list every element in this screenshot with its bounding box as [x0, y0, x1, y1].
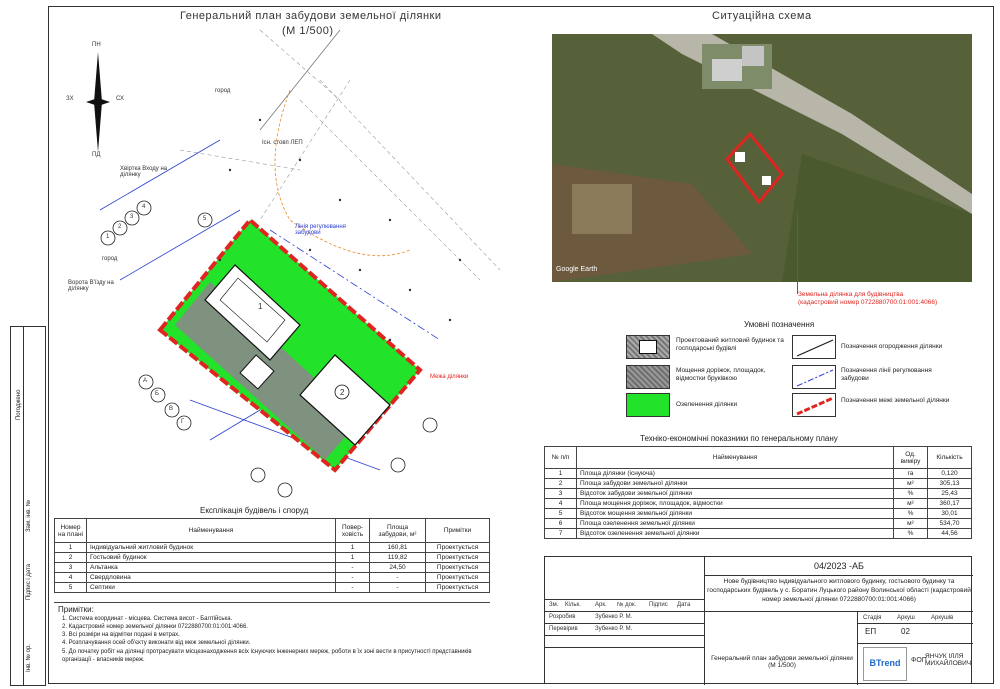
- tep-row-cell: Площа забудови земельної ділянки: [577, 479, 894, 489]
- expl-row: [55, 563, 490, 573]
- label-boundary: Межа ділянки: [430, 374, 469, 380]
- expl-header: Найменування: [87, 519, 336, 543]
- compass-e: СХ: [116, 96, 124, 102]
- tep-row-cell: 30,01: [928, 509, 972, 519]
- expl-row: [55, 573, 490, 583]
- tep-row-cell: 305,13: [928, 479, 972, 489]
- stamp: [544, 556, 972, 684]
- expl-row-cell: 160,81: [370, 543, 426, 553]
- axis-a: А: [143, 378, 148, 384]
- expl-row-cell: Індивідуальний житловий будинок: [87, 543, 336, 553]
- tep-header: № п/п: [545, 447, 577, 469]
- tep-header: Найменування: [577, 447, 894, 469]
- tep-row-cell: Відсоток озеленення земельної ділянки: [577, 529, 894, 539]
- stamp-stage-h: Стадія: [863, 615, 882, 621]
- stamp-sheet-title: Генеральний план забудови земельної ділянки (М 1/500): [711, 655, 853, 669]
- expl-header: Повер-ховість: [336, 519, 370, 543]
- expl-row-cell: Проектується: [426, 573, 490, 583]
- legend-text-paving: Мощення доріжок, площадок, відмостки бруківкою: [676, 367, 766, 382]
- note-item: 3. Всі розміри на відмітки подані в метрах.: [62, 632, 180, 638]
- expl-row-cell: Проектується: [426, 553, 490, 563]
- tep-header: Од. виміру: [894, 447, 928, 469]
- tep-row-cell: 534,70: [928, 519, 972, 529]
- axis-1: 1: [106, 234, 110, 240]
- side-col: [10, 326, 24, 686]
- axis-5: 5: [203, 216, 207, 222]
- tep-row-cell: 7: [545, 529, 577, 539]
- tep-row-cell: м²: [894, 499, 928, 509]
- tep-row-cell: Відсоток мощення земельної ділянки: [577, 509, 894, 519]
- tep-row-cell: Площа ділянки (існуюча): [577, 469, 894, 479]
- tep-row-cell: 2: [545, 479, 577, 489]
- expl-header: Примітки: [426, 519, 490, 543]
- tep-title: Техніко-економічні показники по генеральному плану: [640, 434, 838, 443]
- tep-row-cell: %: [894, 489, 928, 499]
- tep-row: [545, 529, 972, 539]
- compass-n: ПН: [92, 42, 101, 48]
- side-inv: Зам. інв. №: [26, 499, 32, 532]
- stamp-col: Кільк.: [565, 602, 581, 608]
- note-item: 2. Кадастровий номер земельної ділянки 0722880700:01:001:4066.: [62, 624, 248, 630]
- axis-3: 3: [130, 214, 134, 220]
- expl-row-cell: 3: [55, 563, 87, 573]
- label-pole: Існ. стовп ЛЕП: [262, 140, 303, 146]
- tep-row-cell: Площа озеленення земельної ділянки: [577, 519, 894, 529]
- label-city: город: [215, 88, 231, 94]
- stamp-role1: Розробив: [549, 614, 576, 620]
- expl-row-cell: 1: [336, 553, 370, 563]
- tep-row-cell: 0,120: [928, 469, 972, 479]
- expl-row-cell: Проектується: [426, 563, 490, 573]
- tep-row: [545, 479, 972, 489]
- tep-row-cell: 360,17: [928, 499, 972, 509]
- expl-row-cell: Гостьовий будинок: [87, 553, 336, 563]
- stamp-logo: [863, 647, 907, 681]
- explication-table: [54, 518, 490, 593]
- callout-text-1: Земельна ділянка для будівництва: [798, 291, 904, 298]
- stamp-col: Дата: [677, 602, 691, 608]
- tep-row: [545, 519, 972, 529]
- expl-row-cell: Альтанка: [87, 563, 336, 573]
- tep-row-cell: Відсоток забудови земельної ділянки: [577, 489, 894, 499]
- expl-row-cell: Свердловина: [87, 573, 336, 583]
- side-sign: Підпис і дата: [26, 563, 32, 600]
- expl-row-cell: Проектується: [426, 543, 490, 553]
- situation-title: Ситуаційна схема: [712, 10, 812, 22]
- tep-row-cell: 25,43: [928, 489, 972, 499]
- expl-row-cell: 119,82: [370, 553, 426, 563]
- tep-row-cell: 44,56: [928, 529, 972, 539]
- tep-row-cell: %: [894, 509, 928, 519]
- legend-text-boundary: Позначення межі земельної ділянки: [841, 397, 950, 404]
- tep-row-cell: %: [894, 529, 928, 539]
- stamp-fop: ФОП: [911, 657, 927, 664]
- compass-w: ЗХ: [66, 96, 74, 102]
- axis-4: 4: [142, 204, 146, 210]
- label-regulation-line: Лінія регулювання забудови: [295, 224, 346, 236]
- tep-row-cell: 3: [545, 489, 577, 499]
- expl-header: Площа забудови, м²: [370, 519, 426, 543]
- stamp-name2: Зубенко Р. М.: [595, 626, 633, 632]
- expl-row-cell: -: [370, 573, 426, 583]
- stamp-left-cols: [545, 557, 705, 685]
- tep-row-cell: 1: [545, 469, 577, 479]
- explication-title: Експлікація будівель і споруд: [200, 506, 309, 515]
- stamp-sheet: 02: [901, 627, 910, 636]
- tep-row-cell: м²: [894, 519, 928, 529]
- compass-s: ПД: [92, 152, 101, 158]
- stamp-stage: ЕП: [865, 627, 877, 636]
- expl-header: Номер на плані: [55, 519, 87, 543]
- tep-row-cell: Площа мощення доріжок, площадок, відмостки: [577, 499, 894, 509]
- tep-row: [545, 499, 972, 509]
- callout-text-2: (кадастровий номер 0722880700:01:001:4066): [798, 299, 938, 306]
- notes-box: [54, 602, 490, 684]
- tep-row-cell: 4: [545, 499, 577, 509]
- stamp-name1: Зубенко Р. М.: [595, 614, 633, 620]
- logo-text: BTrend: [869, 658, 901, 668]
- expl-row-cell: 24,50: [370, 563, 426, 573]
- stamp-col: Зм.: [549, 602, 559, 608]
- label-city-2: город: [102, 256, 118, 262]
- expl-row-cell: -: [336, 583, 370, 593]
- legend-icon-green: [626, 393, 670, 417]
- tep-row: [545, 509, 972, 519]
- label-gate2: Ворота В'їзду на ділянку: [68, 280, 114, 292]
- satellite-image: [552, 34, 972, 282]
- satellite-watermark: Google Earth: [556, 266, 598, 273]
- expl-row-cell: Проектується: [426, 583, 490, 593]
- axis-v: В: [169, 406, 174, 412]
- axis-g: Г: [181, 419, 185, 425]
- expl-row: [55, 553, 490, 563]
- note-item: 5. До початку робіт на ділянці протрасувати місцезнаходження всіх існуючих інженерних мереж, роботи в їх зоні вести в присутності представників організації - власників мереж.: [62, 649, 472, 663]
- notes-title: Примітки:: [58, 605, 94, 614]
- stamp-col: Арк.: [595, 602, 607, 608]
- legend-icon-buildings: [626, 335, 670, 359]
- legend-text-regline: Позначення лінії регулювання забудови: [841, 367, 932, 382]
- expl-row-cell: -: [336, 573, 370, 583]
- legend-text-buildings: Проектований житловий будинок та господарські будівлі: [676, 337, 784, 352]
- axis-2: 2: [118, 224, 122, 230]
- expl-row-cell: -: [336, 563, 370, 573]
- legend-text-fence: Позначення огородження ділянки: [841, 343, 943, 350]
- note-item: 4. Розплачування осей об'єкту виконати від меж земельної ділянки.: [62, 640, 251, 646]
- tep-row-cell: га: [894, 469, 928, 479]
- callout-line: [797, 210, 798, 294]
- tep-row: [545, 469, 972, 479]
- plan-title: Генеральний план забудови земельної ділянки: [180, 10, 442, 22]
- expl-row-cell: -: [370, 583, 426, 593]
- stamp-col: № док.: [617, 602, 637, 608]
- expl-row: [55, 583, 490, 593]
- plan-scale: (М 1/500): [282, 25, 334, 37]
- expl-row-cell: 1: [336, 543, 370, 553]
- label-gate1: Хвіртка Входу на ділянку: [120, 166, 168, 178]
- label-building-1: 1: [258, 302, 263, 311]
- site-plan: [60, 20, 530, 500]
- stamp-sheet-h: Аркуш: [897, 615, 915, 621]
- legend-icon-regline: [792, 365, 836, 389]
- legend-icon-paving: [626, 365, 670, 389]
- tep-row: [545, 489, 972, 499]
- side-agreed: Погоджено: [16, 389, 22, 420]
- tep-row-cell: 6: [545, 519, 577, 529]
- tep-row-cell: 5: [545, 509, 577, 519]
- expl-row-cell: Септики: [87, 583, 336, 593]
- note-item: 1. Система координат - місцева. Система висот - Балтійська.: [62, 616, 233, 622]
- stamp-code: 04/2023 -АБ: [814, 561, 864, 571]
- label-building-2: 2: [340, 388, 345, 397]
- tep-header: Кількість: [928, 447, 972, 469]
- expl-row-cell: 2: [55, 553, 87, 563]
- stamp-sheets-h: Аркушів: [931, 615, 954, 621]
- tep-table: [544, 446, 972, 539]
- side-inv2: Інв. № ор.: [26, 644, 32, 672]
- stamp-col: Підпис: [649, 602, 668, 608]
- expl-row-cell: 1: [55, 543, 87, 553]
- axis-b: Б: [155, 391, 159, 397]
- legend-icon-fence: [792, 335, 836, 359]
- legend-title: Умовні позначення: [744, 320, 815, 329]
- expl-row-cell: 5: [55, 583, 87, 593]
- stamp-role2: Перевірив: [549, 626, 578, 632]
- legend-icon-boundary: [792, 393, 836, 417]
- tep-row-cell: м²: [894, 479, 928, 489]
- legend-text-green: Озеленення ділянки: [676, 401, 738, 408]
- expl-row: [55, 543, 490, 553]
- stamp-project: Нове будівництво індивідуального житлового будинку, гостьового будинку та господарських будівель у с. Боратин Луцького району Волинської області (кадастровий номер земельної ділянки 0722880700:01:001:4066): [707, 578, 971, 603]
- expl-row-cell: 4: [55, 573, 87, 583]
- stamp-author: ЯНЧУК ІЛЛЯ МИХАЙЛОВИЧ: [925, 653, 972, 667]
